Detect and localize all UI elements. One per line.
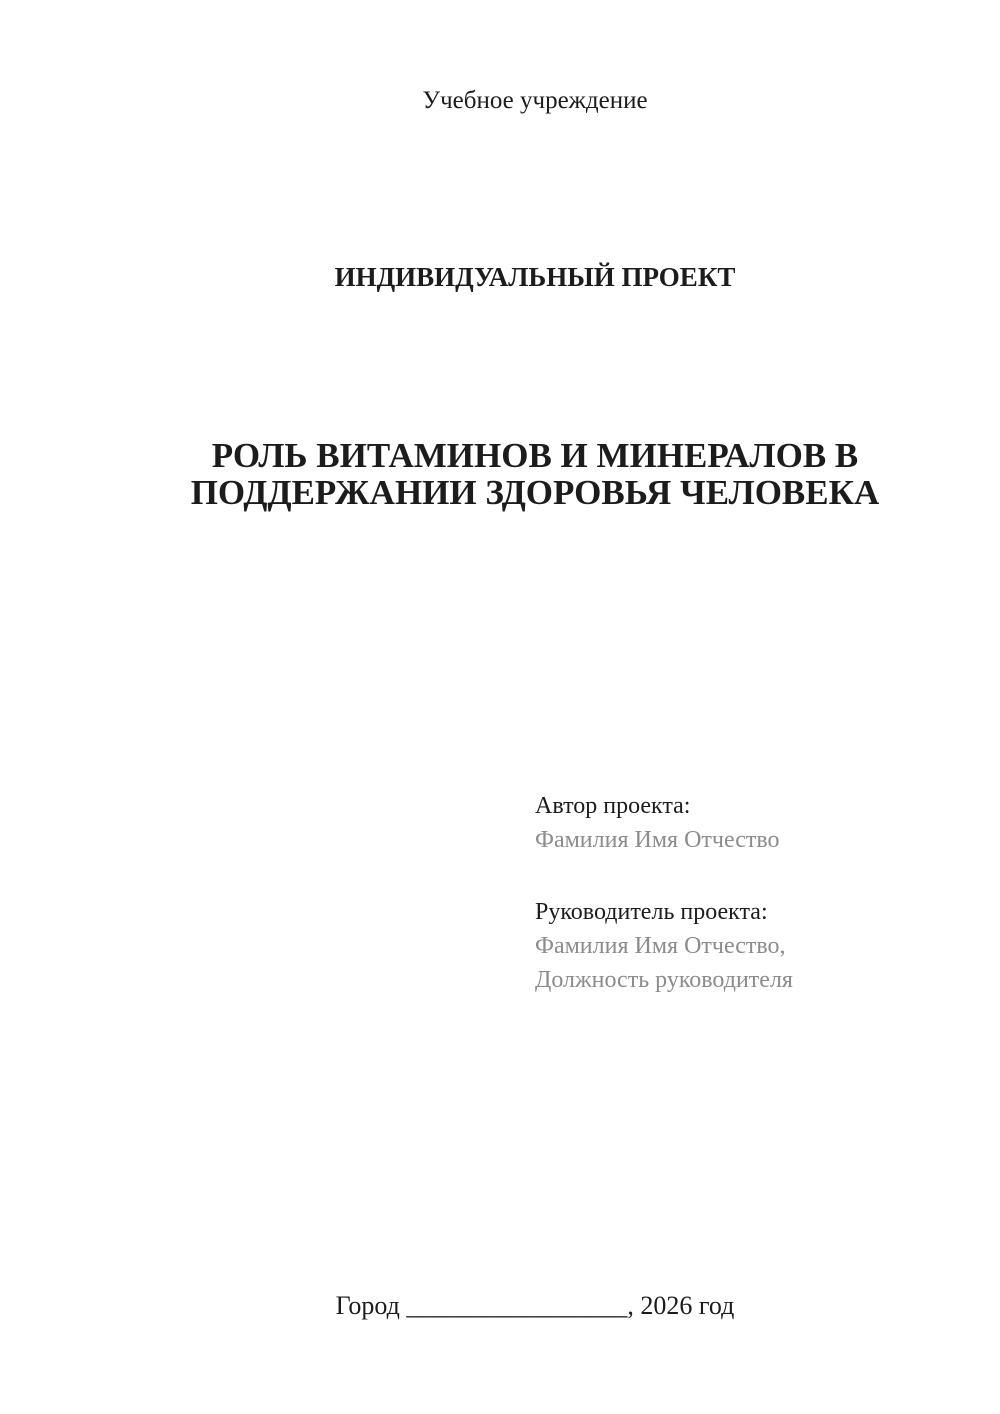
institution-line: Учебное учреждение [422, 87, 648, 114]
supervisor-role-placeholder: Должность руководителя [535, 967, 793, 993]
project-title: РОЛЬ ВИТАМИНОВ И МИНЕРАЛОВ В ПОДДЕРЖАНИИ ЗДОРОВЬЯ ЧЕЛОВЕКА [190, 436, 880, 512]
credits-block [535, 789, 793, 997]
city-year-line: Город _________________, 2026 год [335, 1291, 735, 1320]
supervisor-name-placeholder: Фамилия Имя Отчество, [535, 933, 786, 959]
document-type-heading: ИНДИВИДУАЛЬНЫЙ ПРОЕКТ [334, 262, 736, 292]
author-name-placeholder: Фамилия Имя Отчество [535, 827, 780, 853]
supervisor-label: Руководитель проекта: [535, 899, 768, 925]
author-label: Автор проекта: [535, 793, 691, 819]
